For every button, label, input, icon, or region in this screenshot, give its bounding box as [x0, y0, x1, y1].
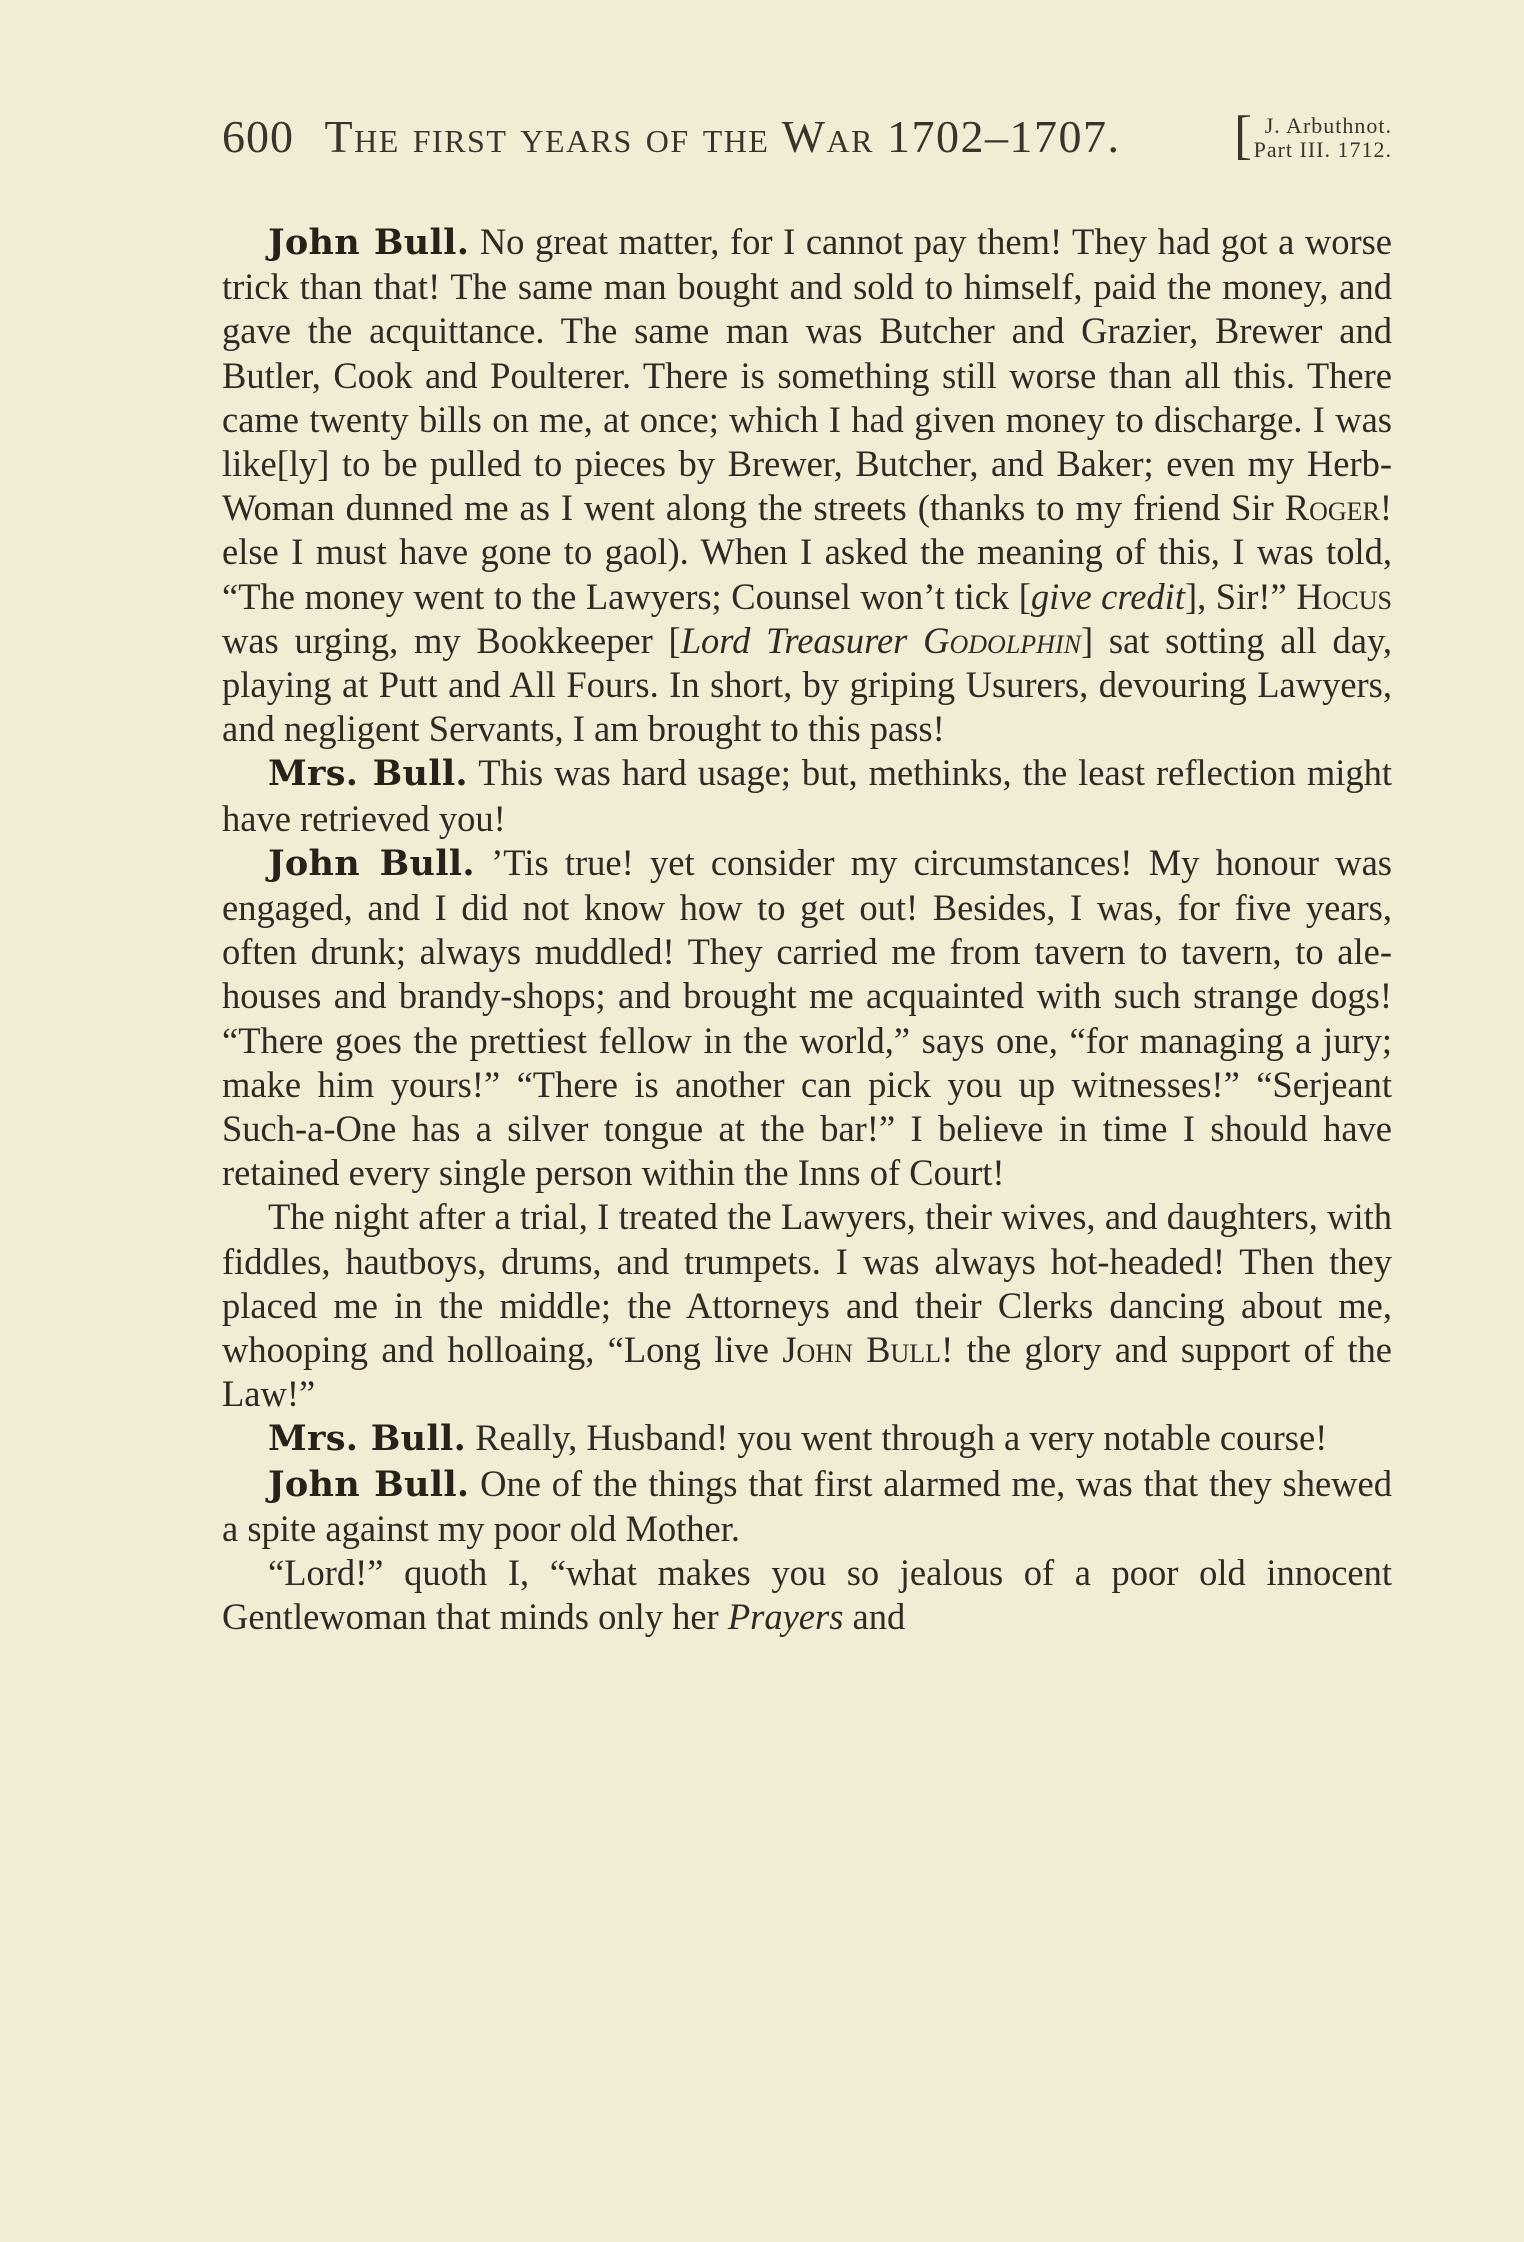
text-segment: give credit — [1030, 575, 1185, 617]
running-header — [222, 105, 1392, 186]
paragraph — [222, 841, 1392, 1196]
text-segment: This was hard usage; but, methinks, the least reflection might have retrieved you! — [222, 752, 1392, 839]
speaker-name: Mrs. Bull. — [268, 753, 468, 795]
text-segment: One of the things that first alarmed me, was that they shewed a spite against my poor old Mother. — [222, 1462, 1392, 1549]
text-segment: and — [843, 1596, 906, 1638]
paragraph — [222, 1551, 1392, 1639]
side-note-part: Part III. 1712. — [1253, 137, 1392, 162]
text-segment: ! else I must have gone to gaol). When I asked the meaning of this, I was told, “The money went to the Lawyers; Counsel won’t tick [ — [222, 487, 1392, 617]
text-segment: Lord Treasurer — [680, 619, 924, 661]
speaker-name: John Bull. — [268, 842, 475, 884]
text-segment: The night after a trial, I treated the Lawyers, their wives, and daughters, with fiddles, hautboys, drums, and trumpets. I was always hot-headed! Then they placed me in the middle; the Attorneys and their Clerks dancing about me, whooping and holloaing, “Long live — [222, 1196, 1392, 1371]
text-segment: “Lord!” quoth I, “what makes you so jealous of a poor old innocent Gentlewoman that minds only her — [222, 1552, 1392, 1638]
text-segment: Prayers — [727, 1596, 844, 1638]
paragraph — [222, 1195, 1392, 1416]
text-segment: John Bull — [782, 1329, 942, 1371]
text-segment: ’Tis true! yet consider my circumstances! My honour was engaged, and I did not know how to get out! Besides, I was, for five years, often drunk; always muddled! They carried me from tavern to tavern, to ale-houses and brandy-shops; and brought me acquainted with such strange dogs! “There goes the prettiest fellow in the world,” says one, “for managing a jury; make him yours!” “There is another can pick you up witnesses!” “Serjeant Such-a-One has a silver tongue at the bar!” I believe in time I should have retained every single person within the Inns of Court! — [222, 841, 1393, 1194]
text-segment: Really, Husband! you went through a very notable course! — [475, 1417, 1328, 1459]
body-text — [222, 220, 1392, 1640]
text-segment: ], Sir!” — [1184, 575, 1297, 617]
paragraph — [222, 751, 1392, 840]
speaker-name: John Bull. — [268, 1463, 470, 1505]
speaker-name: John Bull. — [268, 222, 470, 263]
text-segment: Godolphin — [923, 619, 1081, 661]
text-segment: ! the glory and support of the Law!” — [222, 1329, 1392, 1415]
side-note-author: J. Arbuthnot. — [1264, 113, 1392, 138]
paragraph — [222, 220, 1392, 751]
paragraph — [222, 1462, 1392, 1551]
page-number: 600 — [222, 111, 294, 162]
text-segment: Roger — [1284, 487, 1380, 529]
running-title: The first years of the War 1702–1707. — [324, 111, 1121, 162]
text-segment: No great matter, for I cannot pay them! They had got a worse trick than that! The same man bought and sold to himself, paid the money, and gave the acquittance. The same man was Butcher and Grazier, Brewer and Butler, Cook and Poulterer. There is something still worse than all this. There came twenty bills on me, at once; which I had given money to discharge. I was like[ly] to be pulled to pieces by Brewer, Butcher, and Baker; even my Herb-Woman dunned me as I went along the streets (thanks to my friend Sir — [222, 221, 1393, 529]
side-note — [1234, 105, 1392, 165]
book-page — [222, 105, 1393, 2160]
paragraph — [222, 1416, 1392, 1461]
text-segment: Hocus — [1296, 575, 1392, 617]
text-segment: ] sat sotting all day, playing at Putt and All Fours. In short, by griping Usurers, devouring Lawyers, and negligent Servants, I am brought to this pass! — [222, 619, 1392, 750]
speaker-name: Mrs. Bull. — [268, 1418, 467, 1460]
text-segment: was urging, my Bookkeeper [ — [222, 619, 681, 661]
side-note-bracket: [ — [1234, 105, 1253, 165]
